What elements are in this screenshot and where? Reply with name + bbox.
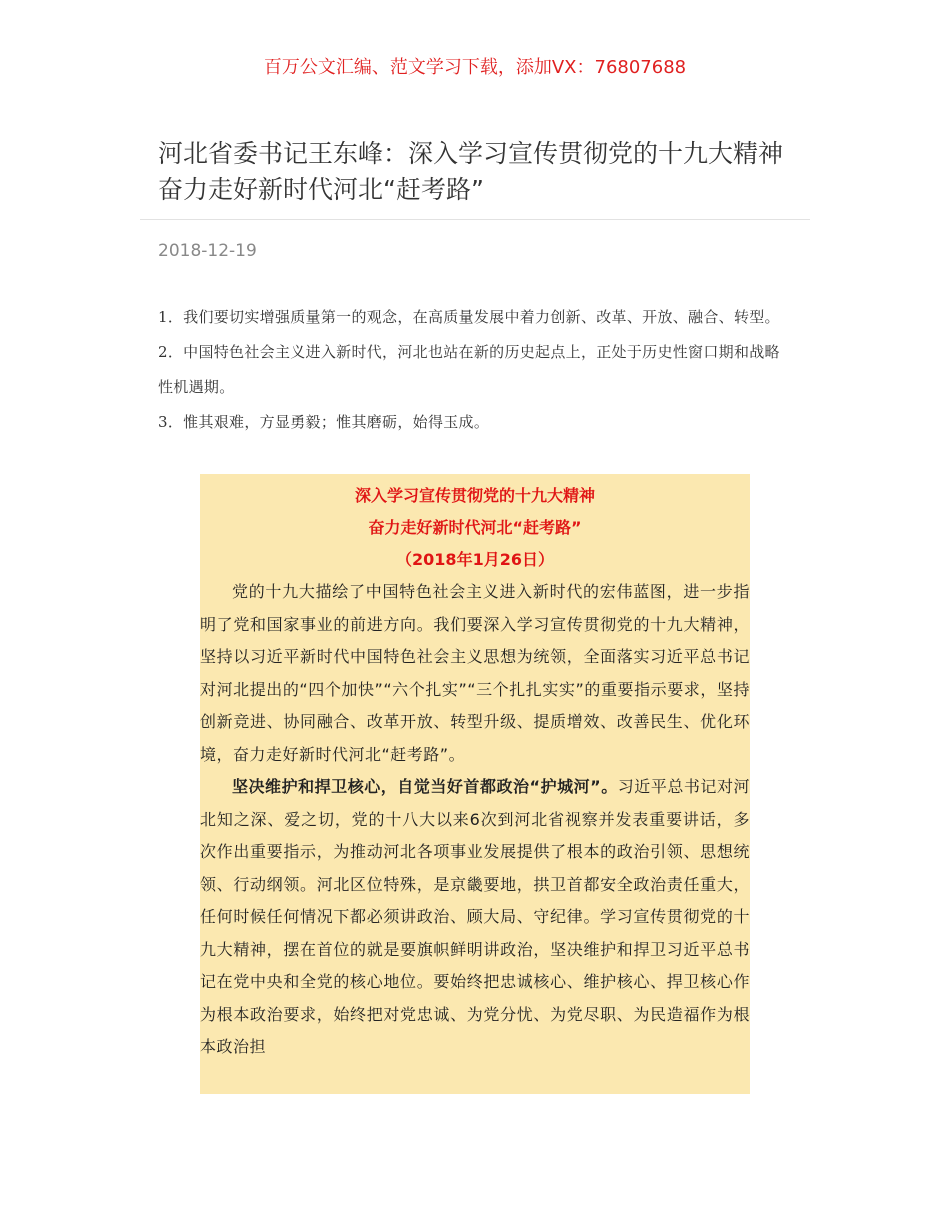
excerpt-paragraph-2-body: 习近平总书记对河北知之深、爱之切，党的十八大以来6次到河北省视察并发表重要讲话，多次作出重要指示，为推动河北各项事业发展提供了根本的政治引领、思想统领、行动纲领。河北区位特殊，是京畿要地，拱卫首都安全政治责任重大，任何时候任何情况下都必须讲政治、顾大局、守纪律。学习宣传贯彻党的十九大精神，摆在首位的就是要旗帜鲜明讲政治，坚决维护和捍卫习近平总书记在党中央和全党的核心地位。要始终把忠诚核心、维护核心、捍卫核心作为根本政治要求，始终把对党忠诚、为党分忧、为党尽职、为民造福作为根本政治担 xyxy=(200,777,750,1056)
excerpt-paragraph-1: 党的十九大描绘了中国特色社会主义进入新时代的宏伟蓝图，进一步指明了党和国家事业的前进方向。我们要深入学习宣传贯彻党的十九大精神，坚持以习近平新时代中国特色社会主义思想为统领，全面落实习近平总书记对河北提出的“四个加快”“六个扎实”“三个扎扎实实”的重要指示要求，坚持创新竞进、协同融合、改革开放、转型升级、提质增效、改善民生、优化环境，奋力走好新时代河北“赶考路”。 xyxy=(200,582,750,764)
key-points-list xyxy=(158,300,788,440)
key-point-2: 2．中国特色社会主义进入新时代，河北也站在新的历史起点上，正处于历史性窗口期和战略性机遇期。 xyxy=(158,343,780,396)
key-point-3: 3．惟其艰难，方显勇毅；惟其磨砺，始得玉成。 xyxy=(158,413,490,431)
article-title: 河北省委书记王东峰：深入学习宣传贯彻党的十九大精神 奋力走好新时代河北“赶考路” xyxy=(158,139,784,204)
key-point-1: 1．我们要切实增强质量第一的观念，在高质量发展中着力创新、改革、开放、融合、转型。 xyxy=(158,308,780,326)
excerpt-heading-date: （2018年1月26日） xyxy=(396,550,554,569)
title-divider xyxy=(140,219,810,220)
excerpt-paragraph-2-lead: 坚决维护和捍卫核心，自觉当好首都政治“护城河”。 xyxy=(232,777,618,796)
excerpt-paragraph-2 xyxy=(200,771,750,1064)
excerpt-heading-1: 深入学习宣传贯彻党的十九大精神 xyxy=(354,486,595,505)
excerpt-heading-2: 奋力走好新时代河北“赶考路” xyxy=(368,518,582,537)
publish-date: 2018-12-19 xyxy=(158,241,257,261)
promo-banner[interactable]: 百万公文汇编、范文学习下载，添加VX：76807688 xyxy=(263,57,687,78)
article-image-excerpt xyxy=(200,474,750,1094)
